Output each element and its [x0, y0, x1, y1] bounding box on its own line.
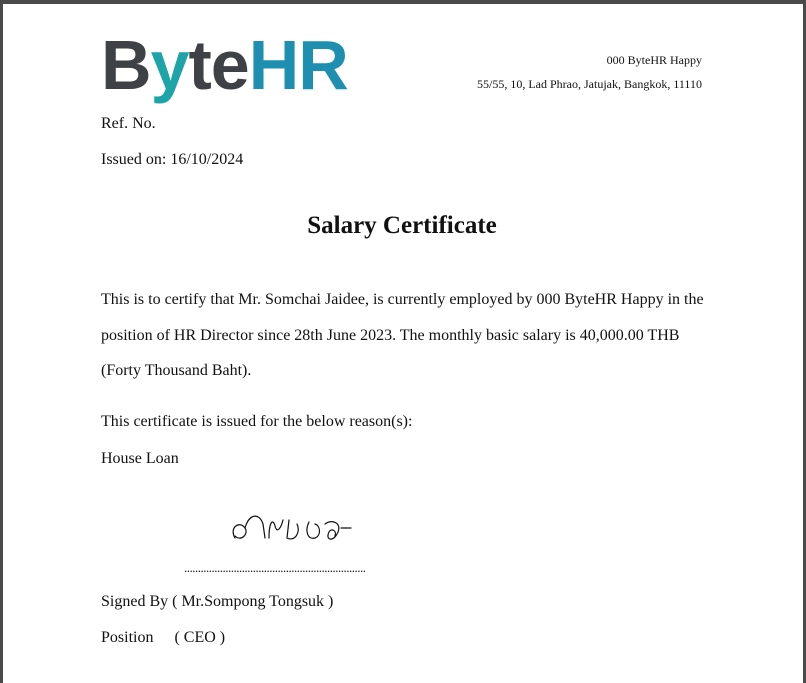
- logo-letter-b: B: [101, 26, 151, 104]
- certificate-paragraph: This is to certify that Mr. Somchai Jaidee, is currently employed by 000 ByteHR Happy in the position of HR Director since 28th June 2023. The monthly basic salary is 40,000.00 THB (Forty Thousand Baht).: [101, 291, 704, 379]
- window-frame-left: [0, 0, 3, 683]
- reason-intro: This certificate is issued for the below reason(s):: [101, 413, 413, 430]
- signature-line: ..................................................................: [184, 560, 366, 575]
- company-info: [477, 48, 702, 96]
- logo-letters-hr: HR: [248, 26, 348, 104]
- company-address: 55/55, 10, Lad Phrao, Jatujak, Bangkok, 11110: [477, 77, 702, 91]
- logo-letter-y: y: [150, 26, 189, 104]
- handwritten-signature: [225, 498, 360, 548]
- position-row: [101, 629, 225, 647]
- bytehr-logo: [101, 26, 353, 104]
- company-name: 000 ByteHR Happy: [606, 53, 702, 67]
- ref-number: Ref. No.: [101, 115, 156, 132]
- position-label: Position: [101, 629, 154, 646]
- issued-date: Issued on: 16/10/2024: [101, 151, 244, 168]
- signed-by: Signed By ( Mr.Sompong Tongsuk ): [101, 593, 334, 610]
- logo-letters-te: te: [188, 26, 249, 104]
- position-value: ( CEO ): [174, 629, 226, 646]
- reason-value: House Loan: [101, 450, 179, 467]
- document-title: Salary Certificate: [307, 212, 497, 239]
- window-frame-top: [0, 0, 806, 4]
